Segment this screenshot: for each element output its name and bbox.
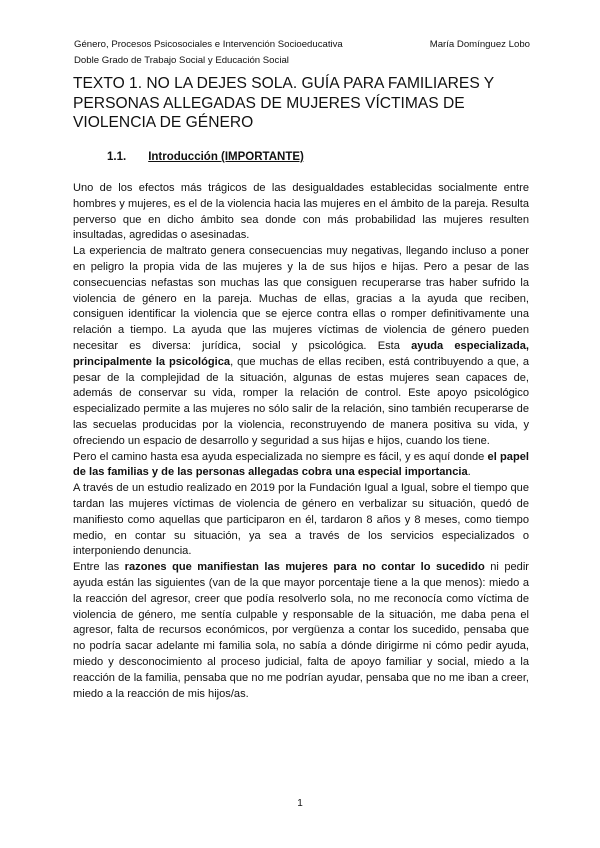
paragraph-1 (73, 181, 529, 244)
paragraph-5-text-b: ni pedir ayuda están las siguientes (van de la que mayor porcentaje tiene a la que menos): miedo a la reacción del agresor, creer que podía resolverlo sola, no me reconocía como víctima de violencia de género, me sentía culpable y responsable de la situación, me daba pena el agresor, falta de recursos económicos, por vergüenza a contar los sucedido, pensaba que no podría sacar adelante mi familia sola, no sabía a dónde dirigirme ni cómo pedir ayuda, miedo y desconocimiento al proceso judicial, falta de apoyo familiar y social, miedo a la reacción de la familia, pensaba que no me podrían ayudar, pensaba que no me iban a creer, miedo a la reacción de mis hijos/as. (73, 561, 529, 700)
paragraph-5-text-a: Entre las (73, 561, 125, 574)
paragraph-3-text-a: Pero el camino hasta esa ayuda especializada no siempre es fácil, y es aquí donde (73, 450, 488, 463)
document-body (73, 181, 529, 702)
page-header (74, 37, 530, 69)
paragraph-2 (73, 244, 529, 449)
paragraph-1-text: Uno de los efectos más trágicos de las desigualdades establecidas socialmente entre hombres y mujeres, es el de la violencia hacia las mujeres en el ámbito de la pareja. Resulta perverso que en dicho ámbito sea donde con más probabilidad las mujeres resulten insultadas, agredidas o asesinadas. (73, 182, 529, 242)
paragraph-2-emphasis: ayuda especializada, principalmente la psicológica (73, 339, 529, 368)
paragraph-5 (73, 560, 529, 702)
paragraph-5-emphasis: razones que manifiestan las mujeres para no contar lo sucedido (124, 561, 485, 574)
section-number: 1.1. (107, 151, 127, 163)
author-name: María Domínguez Lobo (429, 39, 530, 50)
paragraph-3-emphasis: el papel de las familias y de las personas allegadas cobra una especial importancia (73, 450, 529, 479)
section-heading (107, 151, 304, 163)
paragraph-4-text: A través de un estudio realizado en 2019 por la Fundación Igual a Igual, sobre el tiempo que tardan las mujeres víctimas de violencia de género en verbalizar su situación, quedó de manifiesto como aquellas que participaron en él, tardaron 8 años y 8 meses, como tiempo medio, en contar su situación, ya sea a través de los servicios especializados o interponiendo denuncia. (73, 482, 529, 558)
course-name: Género, Procesos Psicosociales e Intervención Socioeducativa (74, 39, 343, 50)
page-number: 1 (297, 798, 303, 809)
section-title: Introducción (IMPORTANTE) (148, 151, 304, 163)
paragraph-2-text-b: , que muchas de ellas reciben, está contribuyendo a que, a pesar de la complejidad de la situación, algunas de estas mujeres sean capaces de, además de conservar su vida, romper la relación de control. Este apoyo psicológico especializado permite a las mujeres no sólo salir de la relación, sino también recuperarse de las secuelas producidas por la violencia, reconstruyendo de manera positiva su vida, y ofreciendo un espacio de desarrollo y seguridad a sus hijas e hijos, cuando los tiene. (73, 355, 530, 447)
paragraph-3-text-b: . (467, 466, 471, 479)
degree-name: Doble Grado de Trabajo Social y Educación Social (74, 55, 289, 66)
paragraph-3 (73, 450, 529, 482)
paragraph-4 (73, 481, 529, 560)
document-title: TEXTO 1. NO LA DEJES SOLA. GUÍA PARA FAMILIARES Y PERSONAS ALLEGADAS DE MUJERES VÍCTIMAS DE VIOLENCIA DE GÉNERO (73, 75, 494, 131)
paragraph-2-text-a: La experiencia de maltrato genera consecuencias muy negativas, llegando incluso a poner en peligro la propia vida de las mujeres y la de sus hijos e hijas. Pero a pesar de las consecuencias nefastas son muchas las que consiguen recuperarse tras haber sufrido la violencia de género en la pareja. Muchas de ellas, gracias a la ayuda que reciben, consiguen identificar la violencia que se ejerce contra ellas o romper definitivamente una relación a tiempo. La ayuda que las mujeres víctimas de violencia de género pueden necesitar es diversa: jurídica, social y psicológica. Esta (73, 245, 529, 352)
